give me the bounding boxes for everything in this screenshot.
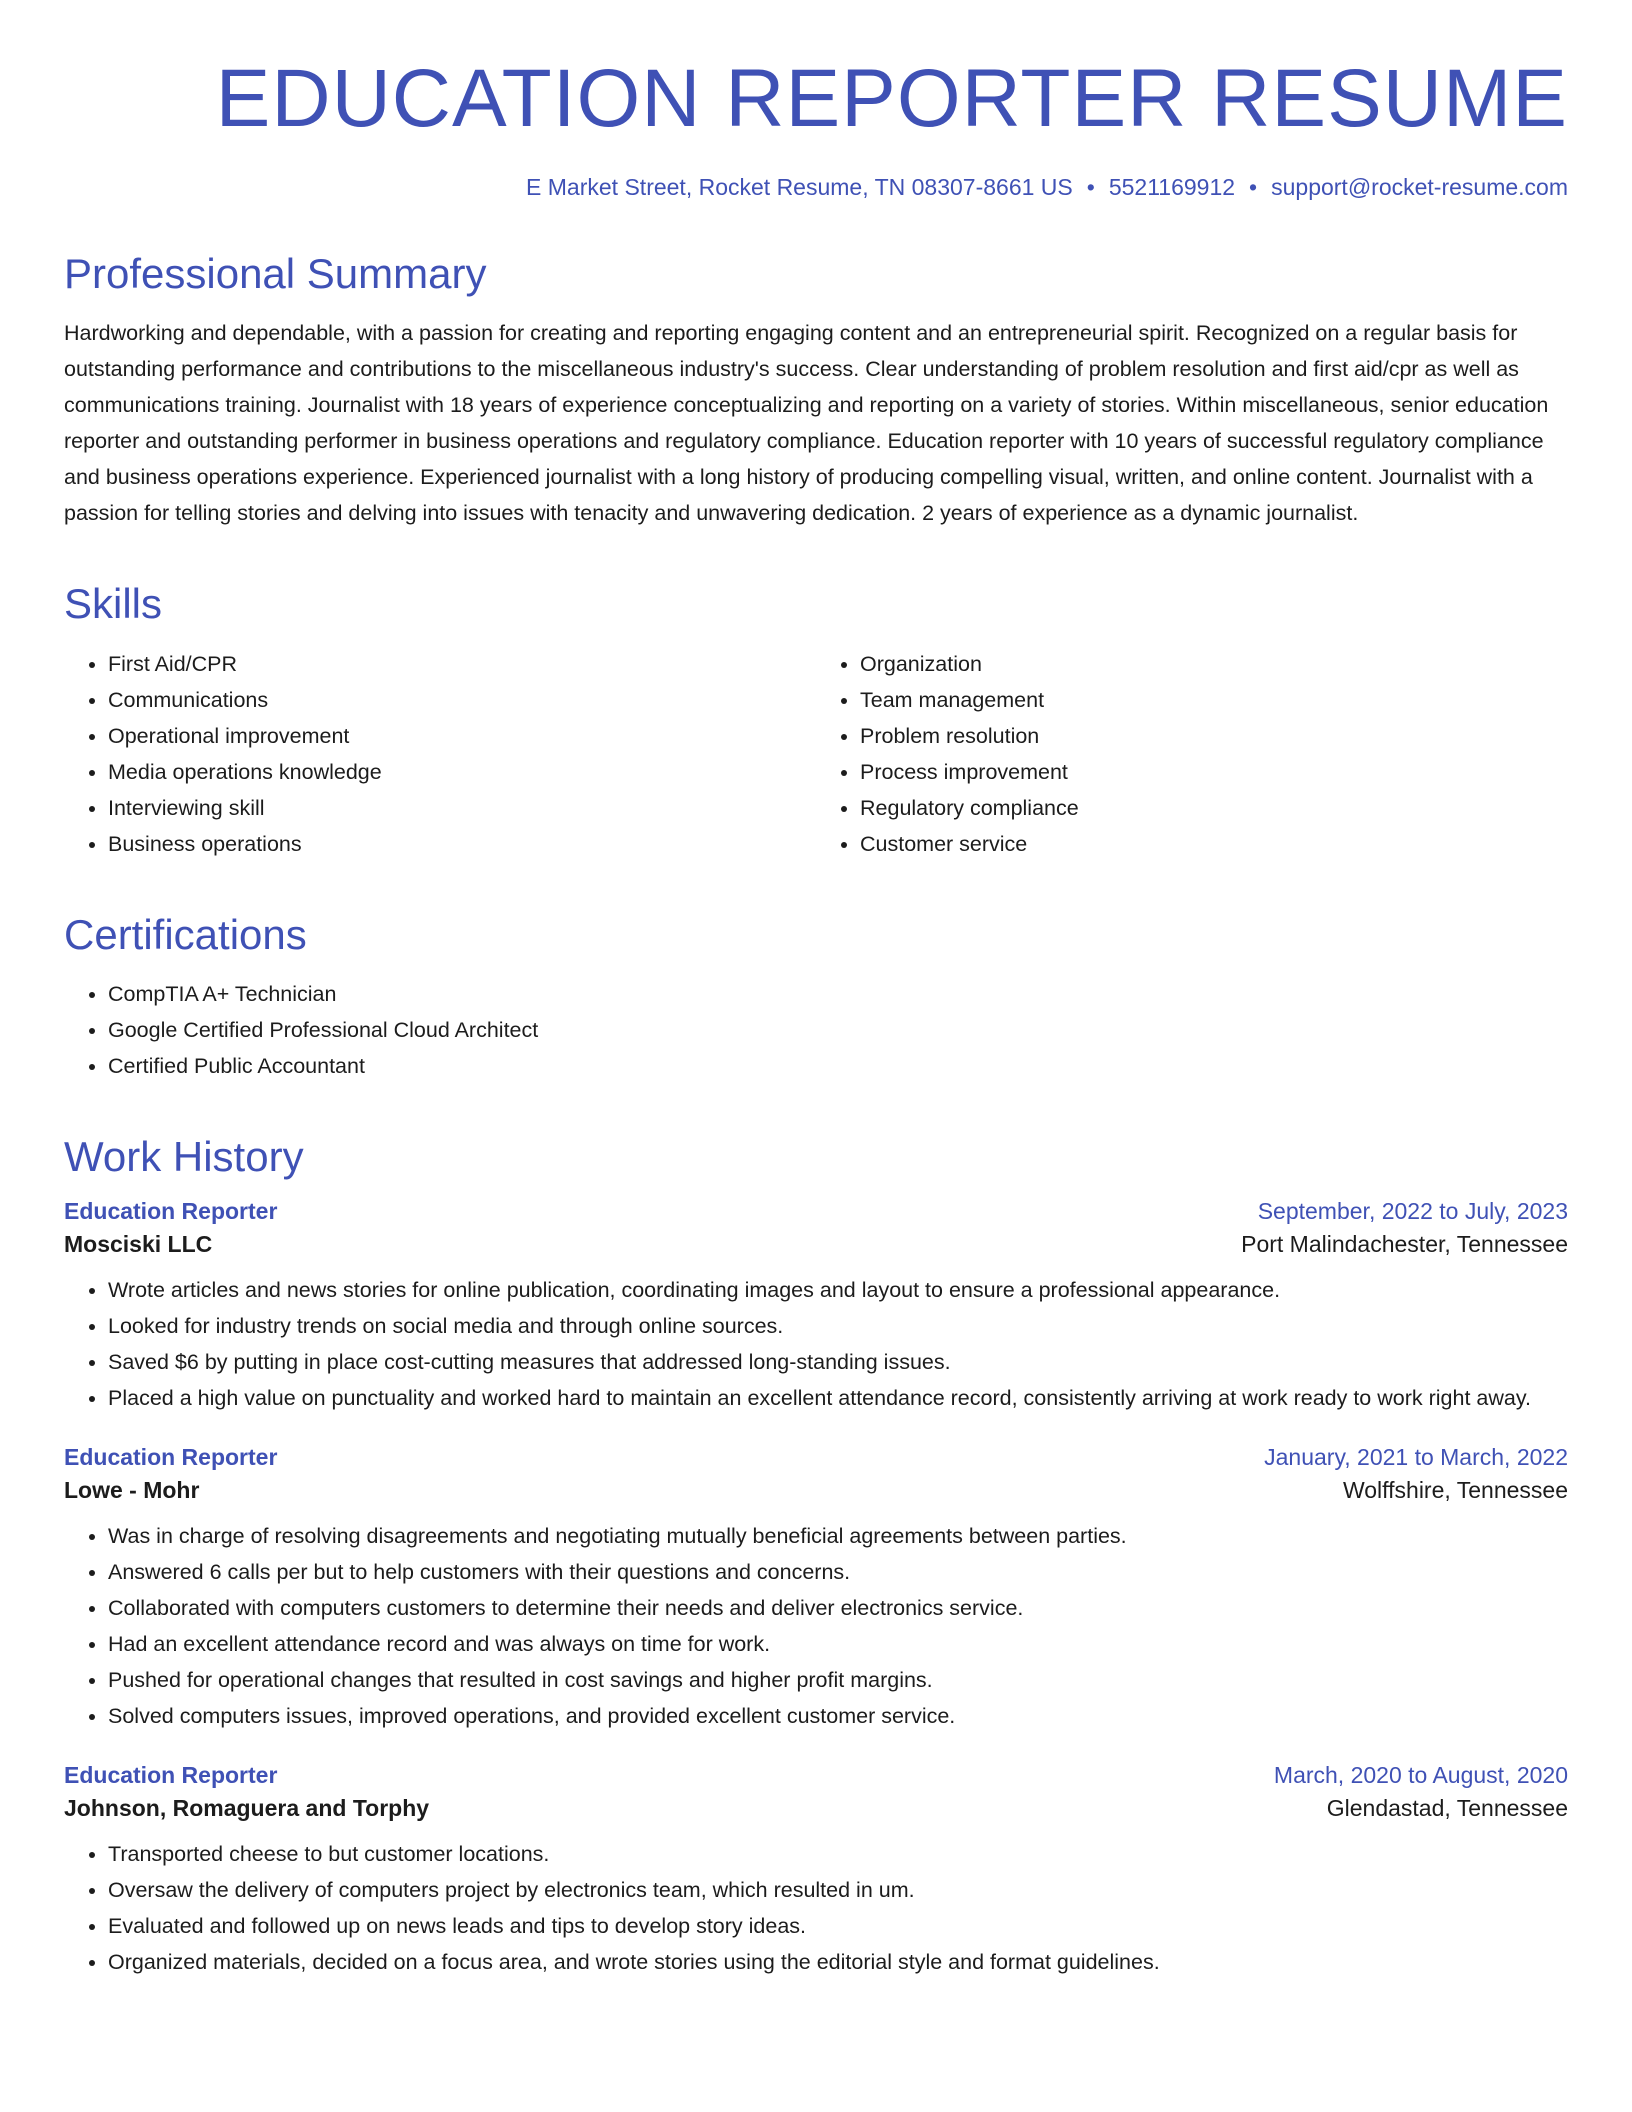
certifications-heading: Certifications	[64, 910, 307, 958]
skill-item: • Customer service	[860, 826, 1568, 862]
skill-item: • Problem resolution	[860, 718, 1568, 754]
certification-item: • CompTIA A+ Technician	[108, 976, 1568, 1012]
job-bullets	[64, 1836, 1568, 1980]
job-location: Port Malindachester, Tennessee	[1241, 1231, 1568, 1258]
job-header-row	[64, 1444, 1568, 1471]
job-company-row	[64, 1789, 1568, 1822]
skill-item: • Operational improvement	[108, 718, 816, 754]
job-bullet: • Evaluated and followed up on news leads and tips to develop story ideas.	[108, 1908, 1568, 1944]
job-location: Wolffshire, Tennessee	[1342, 1477, 1568, 1504]
certifications-list	[64, 976, 1568, 1084]
job-bullet: • Solved computers issues, improved operations, and provided excellent customer service.	[108, 1698, 1568, 1734]
contact-address: E Market Street, Rocket Resume, TN 08307-8661 US	[526, 174, 1073, 201]
skills-left-column	[64, 646, 816, 862]
job-header-row	[64, 1198, 1568, 1225]
skill-item: • Organization	[860, 646, 1568, 682]
job-entry	[64, 1762, 1568, 1980]
job-dates: January, 2021 to March, 2022	[1264, 1444, 1568, 1471]
contact-line	[64, 174, 1568, 201]
skills-right-column	[816, 646, 1568, 862]
job-bullet: • Was in charge of resolving disagreements and negotiating mutually beneficial agreements between parties.	[108, 1518, 1568, 1554]
job-company: Mosciski LLC	[64, 1231, 213, 1258]
summary-text: Hardworking and dependable, with a passion for creating and reporting engaging content and an entrepreneurial spirit. Recognized on a regular basis for outstanding performance and contributions to the miscellaneous industry's success. Clear understanding of problem resolution and first aid/cpr as well as communications training. Journalist with 18 years of experience conceptualizing and reporting on a variety of stories. Within miscellaneous, senior education reporter and outstanding performer in business operations and regulatory compliance. Education reporter with 10 years of successful regulatory compliance and business operations experience. Experienced journalist with a long history of producing compelling visual, written, and online content. Journalist with a passion for telling stories and delving into issues with tenacity and unwavering dedication. 2 years of experience as a dynamic journalist.	[64, 321, 1549, 526]
job-dates: September, 2022 to July, 2023	[1257, 1198, 1568, 1225]
skill-item: • Interviewing skill	[108, 790, 816, 826]
job-bullets	[64, 1518, 1568, 1734]
job-bullet: • Had an excellent attendance record and was always on time for work.	[108, 1626, 1568, 1662]
summary-heading: Professional Summary	[64, 250, 487, 298]
certification-item: • Google Certified Professional Cloud Architect	[108, 1012, 1568, 1048]
skill-item: • Process improvement	[860, 754, 1568, 790]
job-entry	[64, 1198, 1568, 1416]
job-title: Education Reporter	[64, 1444, 278, 1471]
job-bullet: • Pushed for operational changes that resulted in cost savings and higher profit margins.	[108, 1662, 1568, 1698]
job-company: Lowe - Mohr	[64, 1477, 200, 1504]
job-title: Education Reporter	[64, 1198, 278, 1225]
work-history-heading: Work History	[64, 1132, 304, 1180]
job-bullet: • Saved $6 by putting in place cost-cutting measures that addressed long-standing issues.	[108, 1344, 1568, 1380]
job-bullet: • Transported cheese to but customer locations.	[108, 1836, 1568, 1872]
job-bullet: • Answered 6 calls per but to help customers with their questions and concerns.	[108, 1554, 1568, 1590]
skills-list	[64, 646, 1568, 862]
job-bullet: • Organized materials, decided on a focus area, and wrote stories using the editorial style and format guidelines.	[108, 1944, 1568, 1980]
job-bullet: • Collaborated with computers customers to determine their needs and deliver electronics service.	[108, 1590, 1568, 1626]
job-bullet: • Placed a high value on punctuality and worked hard to maintain an excellent attendance record, consistently arriving at work ready to work right away.	[108, 1380, 1568, 1416]
skill-item: • Team management	[860, 682, 1568, 718]
contact-email: support@rocket-resume.com	[1271, 174, 1568, 201]
job-dates: March, 2020 to August, 2020	[1273, 1762, 1568, 1789]
job-bullets	[64, 1272, 1568, 1416]
job-location: Glendastad, Tennessee	[1326, 1795, 1568, 1822]
skill-item: • Business operations	[108, 826, 816, 862]
contact-separator: •	[1249, 174, 1258, 201]
job-entry	[64, 1444, 1568, 1734]
contact-separator: •	[1086, 174, 1095, 201]
skill-item: • First Aid/CPR	[108, 646, 816, 682]
skill-item: • Media operations knowledge	[108, 754, 816, 790]
certification-item: • Certified Public Accountant	[108, 1048, 1568, 1084]
job-company-row	[64, 1471, 1568, 1504]
job-company: Johnson, Romaguera and Torphy	[64, 1795, 430, 1822]
skills-heading: Skills	[64, 580, 163, 628]
job-bullet: • Oversaw the delivery of computers project by electronics team, which resulted in um.	[108, 1872, 1568, 1908]
resume-title: EDUCATION REPORTER RESUME	[215, 53, 1568, 144]
skill-item: • Communications	[108, 682, 816, 718]
job-header-row	[64, 1762, 1568, 1789]
job-bullet: • Wrote articles and news stories for online publication, coordinating images and layout to ensure a professional appearance.	[108, 1272, 1568, 1308]
job-bullet: • Looked for industry trends on social media and through online sources.	[108, 1308, 1568, 1344]
job-company-row	[64, 1225, 1568, 1258]
skill-item: • Regulatory compliance	[860, 790, 1568, 826]
contact-phone: 5521169912	[1108, 174, 1236, 201]
job-title: Education Reporter	[64, 1762, 278, 1789]
